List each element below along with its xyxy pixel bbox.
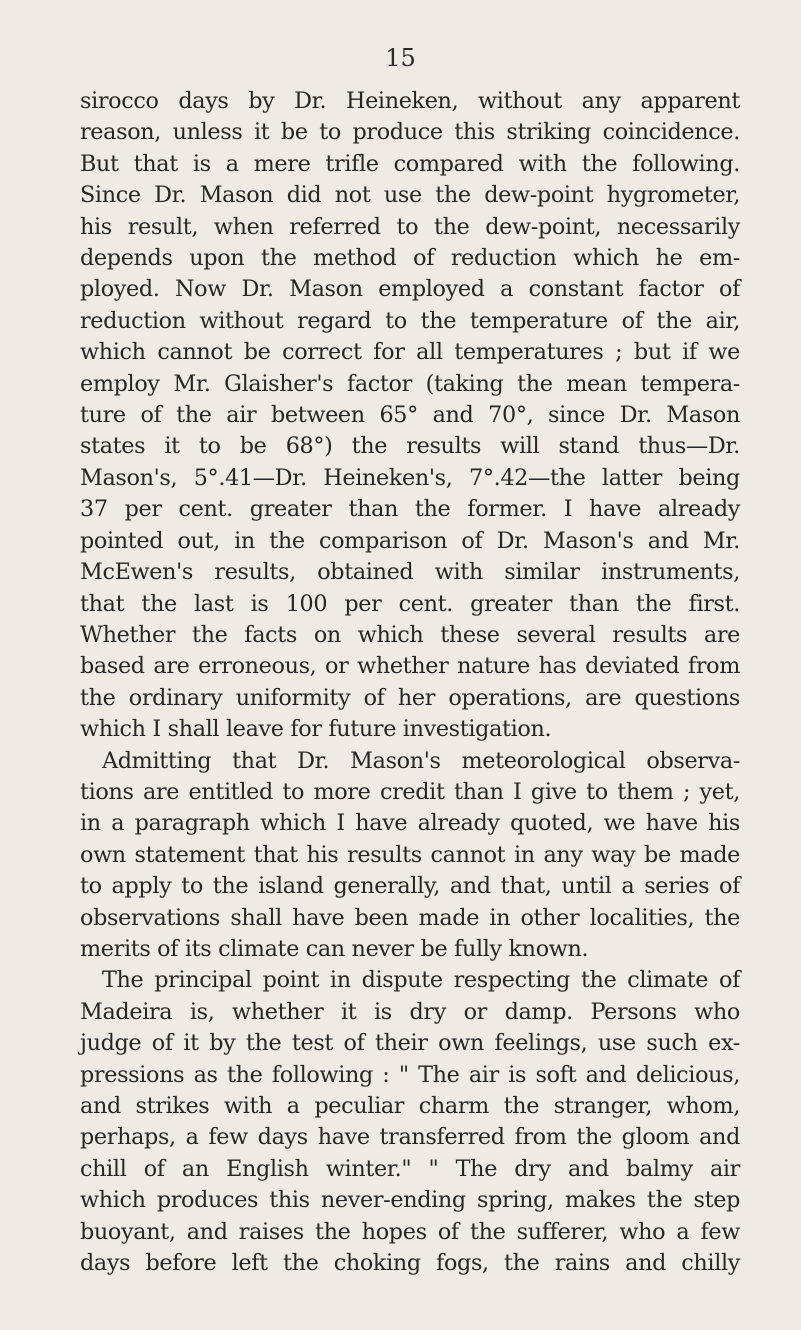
text-line: sirocco days by Dr. Heineken, without any apparent [80, 88, 740, 114]
text-line: reason, unless it be to produce this striking coincidence. [80, 119, 740, 146]
text-line: to apply to the island generally, and that, until a series of [80, 873, 740, 900]
text-line: Madeira is, whether it is dry or damp. Persons who [80, 998, 740, 1025]
text-line: his result, when referred to the dew-point, necessarily [80, 213, 740, 240]
text-line: pressions as the following : " The air is soft and delicious, [80, 1061, 740, 1088]
text-line: which I shall leave for future investigation. [80, 716, 552, 743]
text-line: perhaps, a few days have transferred from the gloom and [80, 1124, 740, 1151]
text-line: chill of an English winter." " The dry and balmy air [80, 1155, 740, 1182]
text-line: buoyant, and raises the hopes of the sufferer, who a few [80, 1218, 740, 1245]
text-line: pointed out, in the comparison of Dr. Mason's and Mr. [80, 527, 740, 554]
text-line: in a paragraph which I have already quoted, we have his [80, 810, 740, 837]
text-line: own statement that his results cannot in any way be made [80, 841, 740, 868]
text-line: Whether the facts on which these several results are [80, 621, 740, 648]
text-line: reduction without regard to the temperature of the air, [80, 307, 740, 334]
text-line: 37 per cent. greater than the former. I have already [80, 496, 740, 523]
text-line: McEwen's results, obtained with similar instruments, [80, 559, 740, 586]
text-line: The principal point in dispute respecting the climate of [102, 967, 740, 994]
text-line: days before left the choking fogs, the rains and chilly [80, 1250, 740, 1277]
text-line: Admitting that Dr. Mason's meteorological observa- [102, 747, 740, 774]
text-line: based are erroneous, or whether nature has deviated from [80, 653, 740, 680]
text-line: Since Dr. Mason did not use the dew-point hygrometer, [80, 182, 740, 209]
text-line: Mason's, 5°.41—Dr. Heineken's, 7°.42—the latter being [80, 464, 740, 491]
text-line: ture of the air between 65° and 70°, since Dr. Mason [80, 402, 740, 429]
text-line: that the last is 100 per cent. greater than the first. [80, 590, 740, 617]
text-line: merits of its climate can never be fully known. [80, 935, 589, 962]
text-line: ployed. Now Dr. Mason employed a constant factor of [80, 276, 740, 303]
page-number: 15 [385, 44, 416, 72]
body-text [80, 86, 740, 1279]
text-line: which cannot be correct for all temperatures ; but if we [80, 339, 740, 366]
text-line: the ordinary uniformity of her operations, are questions [80, 684, 740, 711]
text-line: observations shall have been made in other localities, the [80, 904, 740, 931]
text-line: depends upon the method of reduction which he em- [80, 245, 740, 272]
text-line: tions are entitled to more credit than I give to them ; yet, [80, 778, 740, 805]
text-line: judge of it by the test of their own feelings, use such ex- [80, 1030, 740, 1057]
text-line: employ Mr. Glaisher's factor (taking the mean tempera- [80, 370, 740, 397]
text-line: But that is a mere trifle compared with the following. [80, 150, 740, 177]
text-line: and strikes with a peculiar charm the stranger, whom, [80, 1093, 740, 1119]
text-line: states it to be 68°) the results will stand thus—Dr. [80, 433, 740, 460]
text-line: which produces this never-ending spring, makes the step [80, 1187, 740, 1214]
